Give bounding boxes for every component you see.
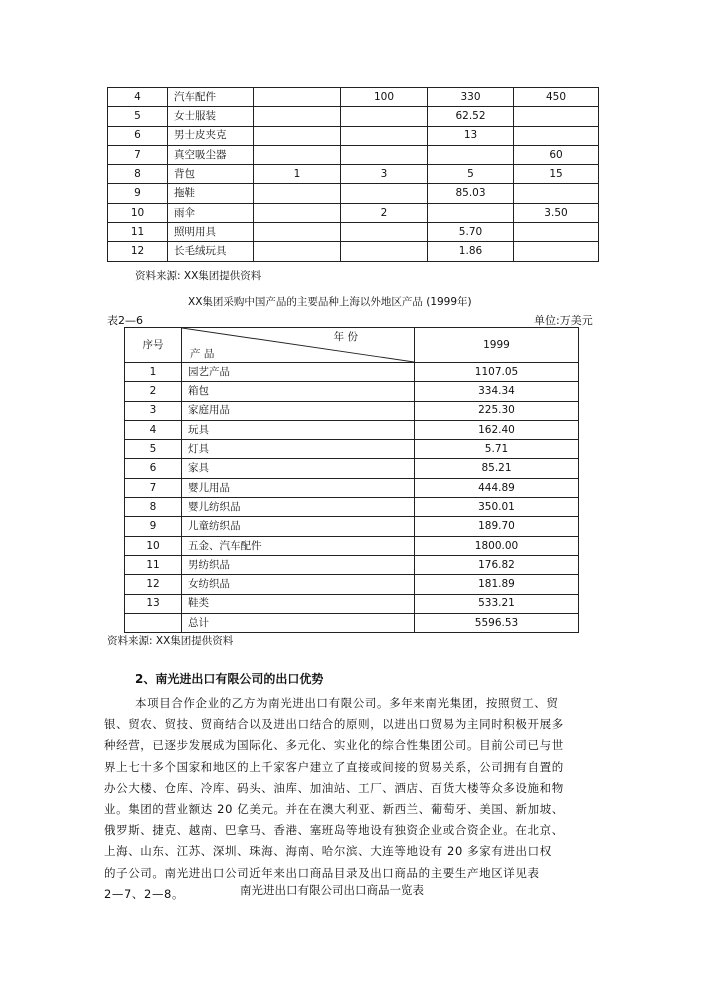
cell-name: 汽车配件 (168, 88, 254, 107)
cell-no: 3 (125, 401, 182, 420)
cell-no: 9 (108, 184, 168, 203)
table-row (125, 575, 579, 594)
paragraph-line: 业。集团的营业额达 20 亿美元。并在在澳大利亚、新西兰、葡萄牙、美国、新加坡、 (104, 802, 564, 816)
cell-no: 5 (108, 107, 168, 126)
cell-no (125, 613, 182, 632)
paragraph-line: 银、贸农、贸技、贸商结合以及进出口结合的原则，以进出口贸易为主同时积极开展多 (104, 717, 564, 732)
cell-name: 园艺产品 (182, 363, 415, 382)
cell-no: 6 (108, 126, 168, 145)
paragraph-line: 上海、山东、江苏、深圳、珠海、海南、哈尔滨、大连等地设有 20 多家有进出口权 (104, 844, 552, 859)
cell-c3: 330 (428, 88, 514, 107)
header-year: 1999 (415, 328, 579, 363)
cell-name: 总计 (182, 613, 415, 632)
header-year-label: 年 份 (333, 331, 358, 343)
cell-c1 (254, 223, 341, 242)
cell-val: 162.40 (415, 420, 579, 439)
cell-c2 (341, 126, 428, 145)
table-row (125, 382, 579, 401)
cell-val: 1800.00 (415, 536, 579, 555)
table-row (125, 536, 579, 555)
paragraph-line: 种经营，已逐步发展成为国际化、多元化、实业化的综合性集团公司。目前公司已与世 (104, 738, 564, 753)
cell-no: 13 (125, 594, 182, 613)
cell-no: 6 (125, 459, 182, 478)
table-2-title: XX集团采购中国产品的主要品种上海以外地区产品 (1999年) (188, 296, 472, 308)
cell-c3: 62.52 (428, 107, 514, 126)
cell-name: 婴儿纺织品 (182, 498, 415, 517)
cell-name: 真空吸尘器 (168, 145, 254, 164)
table-2-source: 资料来源: XX集团提供资料 (107, 635, 234, 647)
table-row (125, 478, 579, 497)
cell-c1 (254, 242, 341, 261)
cell-c3: 5 (428, 165, 514, 184)
cell-no: 9 (125, 517, 182, 536)
table-row (108, 184, 599, 203)
paragraph-line: 俄罗斯、捷克、越南、巴拿马、香港、塞班岛等地设有独资企业或合资企业。在北京、 (104, 823, 564, 838)
header-no: 序号 (125, 328, 182, 363)
cell-name: 女士服装 (168, 107, 254, 126)
cell-name: 箱包 (182, 382, 415, 401)
cell-c4: 15 (514, 165, 599, 184)
table-row (108, 107, 599, 126)
cell-c3: 85.03 (428, 184, 514, 203)
cell-name: 女纺织品 (182, 575, 415, 594)
cell-name: 背包 (168, 165, 254, 184)
cell-name: 长毛绒玩具 (168, 242, 254, 261)
cell-val: 181.89 (415, 575, 579, 594)
table-row (125, 517, 579, 536)
cell-val: 225.30 (415, 401, 579, 420)
cell-val: 533.21 (415, 594, 579, 613)
cell-c2: 2 (341, 203, 428, 222)
cell-c2 (341, 107, 428, 126)
cell-val: 5596.53 (415, 613, 579, 632)
cell-no: 10 (108, 203, 168, 222)
paragraph-line: 办公大楼、仓库、冷库、码头、油库、加油站、工厂、酒店、百货大楼等众多设施和物 (104, 780, 564, 795)
cell-no: 8 (125, 498, 182, 517)
table-2-unit: 单位:万美元 (534, 314, 593, 327)
cell-name: 男士皮夹克 (168, 126, 254, 145)
paragraph-line: 本项目合作企业的乙方为南光进出口有限公司。多年来南光集团，按照贸工、贸 (135, 696, 559, 710)
cell-c3: 5.70 (428, 223, 514, 242)
cell-c3: 13 (428, 126, 514, 145)
cell-name: 鞋类 (182, 594, 415, 613)
cell-c2 (341, 184, 428, 203)
cell-c1 (254, 203, 341, 222)
cell-val: 444.89 (415, 478, 579, 497)
table-row (108, 88, 599, 107)
cell-no: 7 (108, 145, 168, 164)
cell-no: 10 (125, 536, 182, 555)
cell-c3: 1.86 (428, 242, 514, 261)
cell-c4: 450 (514, 88, 599, 107)
paragraph-line: 界上七十多个国家和地区的上千家客户建立了直接或间接的贸易关系，公司拥有自置的 (104, 759, 564, 774)
cell-c3 (428, 203, 514, 222)
cell-c2 (341, 145, 428, 164)
table-row (108, 223, 599, 242)
cell-c1 (254, 88, 341, 107)
cell-c3 (428, 145, 514, 164)
cell-c4 (514, 126, 599, 145)
cell-no: 2 (125, 382, 182, 401)
table-row (125, 555, 579, 574)
paragraph-line: 2—7、2—8。 (104, 886, 185, 901)
cell-no: 11 (125, 555, 182, 574)
cell-c2 (341, 242, 428, 261)
table-row (125, 420, 579, 439)
cell-c4: 60 (514, 145, 599, 164)
table-row (108, 145, 599, 164)
cell-c4 (514, 223, 599, 242)
cell-name: 拖鞋 (168, 184, 254, 203)
cell-name: 家庭用品 (182, 401, 415, 420)
table-row (125, 363, 579, 382)
cell-val: 350.01 (415, 498, 579, 517)
section-heading: 2、南光进出口有限公司的出口优势 (135, 672, 324, 686)
header-product-label: 产 品 (190, 347, 215, 360)
table-2 (124, 327, 579, 633)
table-2-header-row (125, 328, 579, 363)
cell-val: 1107.05 (415, 363, 579, 382)
cell-val: 5.71 (415, 440, 579, 459)
table-row (125, 459, 579, 478)
cell-no: 8 (108, 165, 168, 184)
cell-name: 五金、汽车配件 (182, 536, 415, 555)
table-row (108, 165, 599, 184)
paragraph-line: 的子公司。南光进出口公司近年来出口商品目录及出口商品的主要生产地区详见表 (104, 865, 540, 880)
cell-no: 4 (108, 88, 168, 107)
cell-no: 7 (125, 478, 182, 497)
cell-c2 (341, 223, 428, 242)
cell-name: 男纺织品 (182, 555, 415, 574)
cell-name: 照明用具 (168, 223, 254, 242)
table-row (125, 401, 579, 420)
table-row (125, 498, 579, 517)
cell-name: 儿童纺织品 (182, 517, 415, 536)
cell-c1 (254, 184, 341, 203)
cell-c1: 1 (254, 165, 341, 184)
cell-no: 5 (125, 440, 182, 459)
cell-no: 1 (125, 363, 182, 382)
table-row (108, 126, 599, 145)
cell-c1 (254, 107, 341, 126)
cell-no: 4 (125, 420, 182, 439)
cell-c2: 100 (341, 88, 428, 107)
cell-no: 11 (108, 223, 168, 242)
cell-c4 (514, 184, 599, 203)
cell-val: 334.34 (415, 382, 579, 401)
table-row (125, 613, 579, 632)
cell-c1 (254, 145, 341, 164)
cell-c2: 3 (341, 165, 428, 184)
header-diagonal-cell (182, 328, 415, 363)
table-1 (107, 87, 599, 262)
cell-no: 12 (125, 575, 182, 594)
cell-name: 雨伞 (168, 203, 254, 222)
cell-name: 玩具 (182, 420, 415, 439)
table-2-label: 表2—6 (107, 314, 143, 327)
cell-name: 婴儿用品 (182, 478, 415, 497)
table-row (125, 440, 579, 459)
table-1-source: 资料来源: XX集团提供资料 (135, 270, 262, 282)
next-table-title: 南光进出口有限公司出口商品一览表 (240, 883, 424, 897)
cell-val: 189.70 (415, 517, 579, 536)
table-row (125, 594, 579, 613)
cell-name: 灯具 (182, 440, 415, 459)
cell-c4 (514, 242, 599, 261)
diagonal-line (182, 328, 414, 362)
table-row (108, 242, 599, 261)
cell-val: 85.21 (415, 459, 579, 478)
cell-c1 (254, 126, 341, 145)
cell-c4 (514, 107, 599, 126)
cell-name: 家具 (182, 459, 415, 478)
table-row (108, 203, 599, 222)
cell-no: 12 (108, 242, 168, 261)
cell-val: 176.82 (415, 555, 579, 574)
cell-c4: 3.50 (514, 203, 599, 222)
